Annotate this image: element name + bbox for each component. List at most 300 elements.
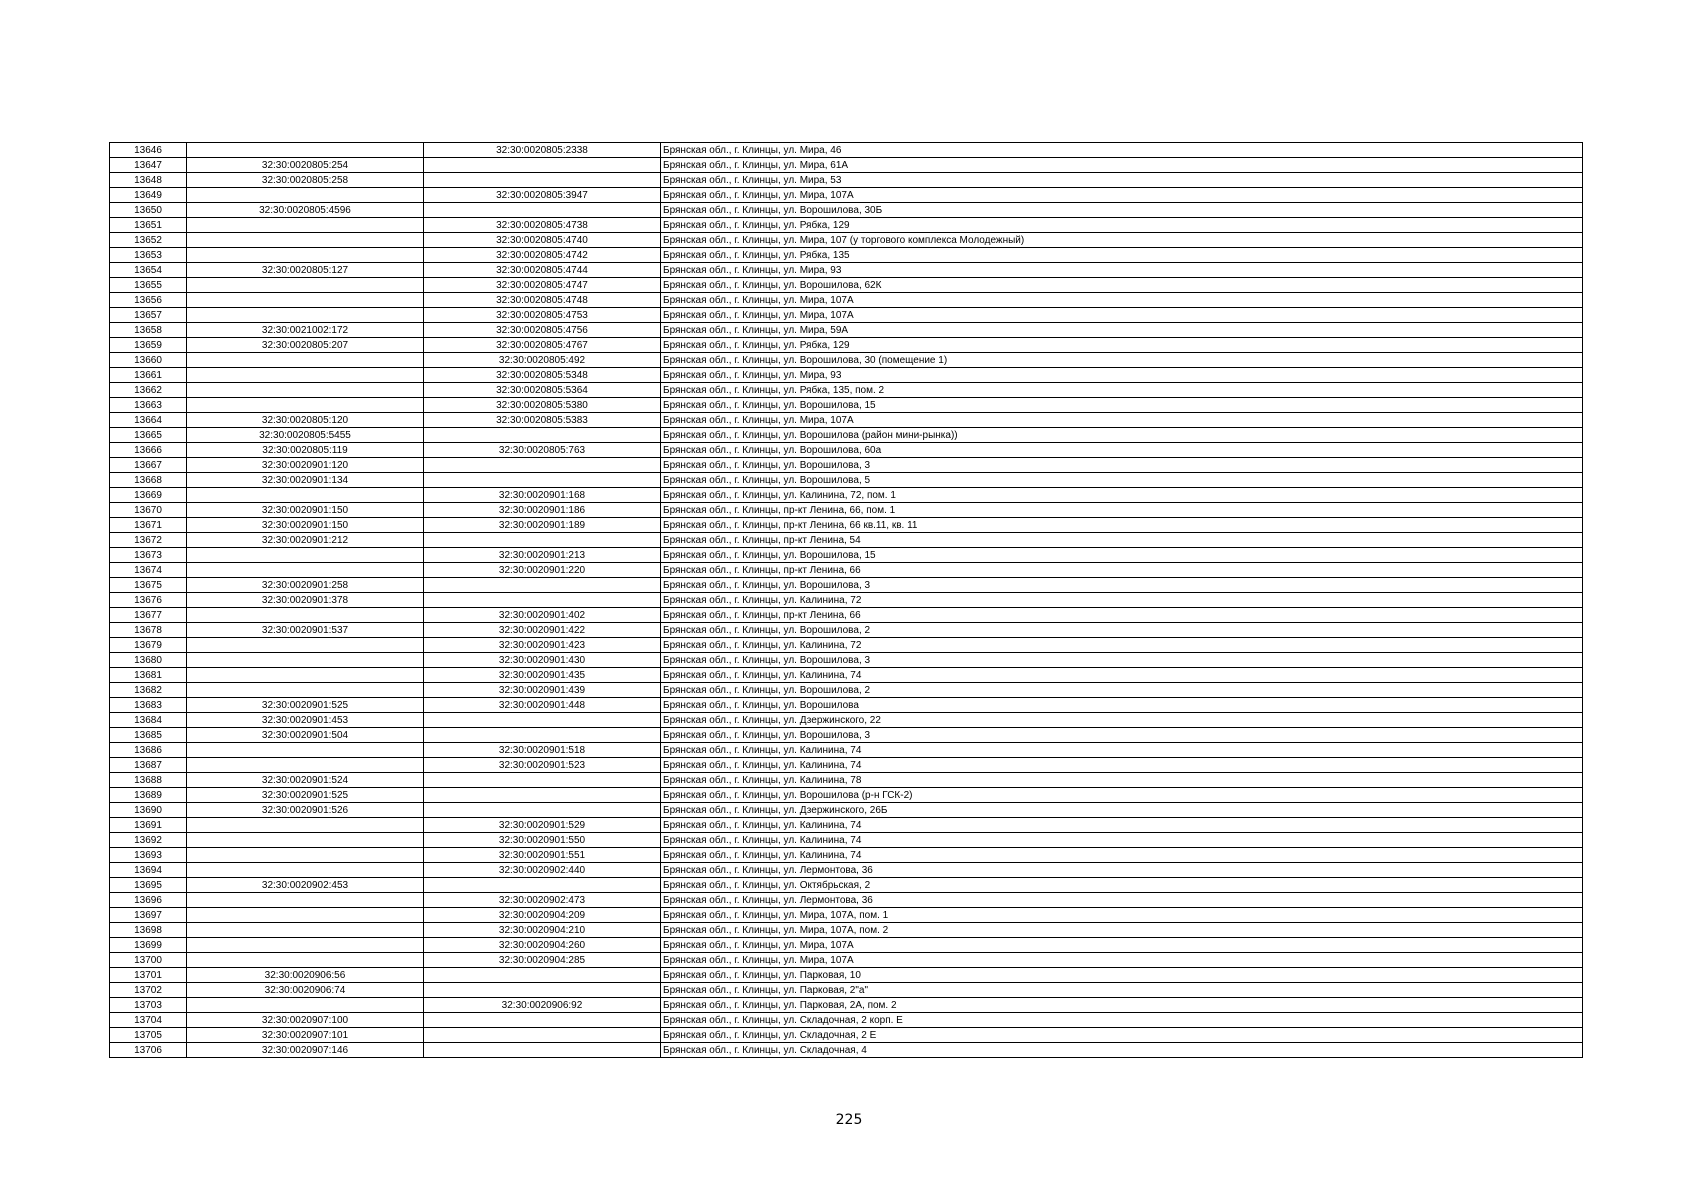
- cadastral-number-2-cell: 32:30:0020904:260: [424, 938, 661, 953]
- address-cell: Брянская обл., г. Клинцы, ул. Парковая, 2"а": [661, 983, 1583, 998]
- row-number-cell: 13655: [110, 278, 187, 293]
- table-row: [110, 743, 1583, 758]
- cadastral-number-2-cell: 32:30:0020805:4742: [424, 248, 661, 263]
- table-row: [110, 203, 1583, 218]
- cadastral-number-1-cell: 32:30:0020805:258: [187, 173, 424, 188]
- address-cell: Брянская обл., г. Клинцы, ул. Дзержинского, 26Б: [661, 803, 1583, 818]
- cadastral-number-2-cell: 32:30:0020805:4753: [424, 308, 661, 323]
- row-number-cell: 13702: [110, 983, 187, 998]
- table-row: [110, 158, 1583, 173]
- cadastral-number-1-cell: 32:30:0020901:537: [187, 623, 424, 638]
- row-number-cell: 13657: [110, 308, 187, 323]
- row-number-cell: 13698: [110, 923, 187, 938]
- row-number-cell: 13668: [110, 473, 187, 488]
- cadastral-number-1-cell: 32:30:0020805:207: [187, 338, 424, 353]
- table-row: [110, 893, 1583, 908]
- row-number-cell: 13704: [110, 1013, 187, 1028]
- table-row: [110, 1028, 1583, 1043]
- table-row: [110, 968, 1583, 983]
- row-number-cell: 13674: [110, 563, 187, 578]
- table-row: [110, 773, 1583, 788]
- address-cell: Брянская обл., г. Клинцы, ул. Мира, 107А: [661, 293, 1583, 308]
- address-cell: Брянская обл., г. Клинцы, ул. Мира, 46: [661, 143, 1583, 158]
- cadastral-number-2-cell: 32:30:0020805:4767: [424, 338, 661, 353]
- table-row: [110, 563, 1583, 578]
- address-cell: Брянская обл., г. Клинцы, ул. Октябрьская, 2: [661, 878, 1583, 893]
- address-cell: Брянская обл., г. Клинцы, ул. Парковая, 2А, пом. 2: [661, 998, 1583, 1013]
- table-row: [110, 323, 1583, 338]
- address-cell: Брянская обл., г. Клинцы, ул. Ворошилова, 3: [661, 728, 1583, 743]
- address-cell: Брянская обл., г. Клинцы, ул. Ворошилова, 2: [661, 623, 1583, 638]
- table-row: [110, 833, 1583, 848]
- row-number-cell: 13670: [110, 503, 187, 518]
- address-cell: Брянская обл., г. Клинцы, ул. Мира, 61А: [661, 158, 1583, 173]
- row-number-cell: 13682: [110, 683, 187, 698]
- address-cell: Брянская обл., г. Клинцы, ул. Мира, 107А: [661, 938, 1583, 953]
- cadastral-number-1-cell: 32:30:0020901:134: [187, 473, 424, 488]
- cadastral-number-2-cell: [424, 788, 661, 803]
- cadastral-number-2-cell: 32:30:0020901:430: [424, 653, 661, 668]
- table-row: [110, 953, 1583, 968]
- row-number-cell: 13660: [110, 353, 187, 368]
- address-cell: Брянская обл., г. Клинцы, ул. Мира, 107А: [661, 953, 1583, 968]
- address-cell: Брянская обл., г. Клинцы, ул. Парковая, 10: [661, 968, 1583, 983]
- row-number-cell: 13676: [110, 593, 187, 608]
- row-number-cell: 13685: [110, 728, 187, 743]
- row-number-cell: 13659: [110, 338, 187, 353]
- cadastral-number-2-cell: 32:30:0020805:5383: [424, 413, 661, 428]
- cadastral-number-2-cell: [424, 578, 661, 593]
- address-cell: Брянская обл., г. Клинцы, ул. Ворошилова, 30 (помещение 1): [661, 353, 1583, 368]
- cadastral-number-1-cell: [187, 278, 424, 293]
- row-number-cell: 13671: [110, 518, 187, 533]
- row-number-cell: 13688: [110, 773, 187, 788]
- address-cell: Брянская обл., г. Клинцы, ул. Дзержинского, 22: [661, 713, 1583, 728]
- cadastral-number-1-cell: 32:30:0020902:453: [187, 878, 424, 893]
- table-row: [110, 473, 1583, 488]
- table-row: [110, 338, 1583, 353]
- table-row: [110, 458, 1583, 473]
- row-number-cell: 13661: [110, 368, 187, 383]
- row-number-cell: 13692: [110, 833, 187, 848]
- cadastral-number-1-cell: 32:30:0020805:4596: [187, 203, 424, 218]
- row-number-cell: 13662: [110, 383, 187, 398]
- table-row: [110, 488, 1583, 503]
- table-row: [110, 908, 1583, 923]
- table-row: [110, 428, 1583, 443]
- cadastral-number-1-cell: 32:30:0020907:100: [187, 1013, 424, 1028]
- cadastral-number-1-cell: 32:30:0020901:150: [187, 518, 424, 533]
- table-row: [110, 593, 1583, 608]
- table-row: [110, 998, 1583, 1013]
- address-cell: Брянская обл., г. Клинцы, ул. Калинина, 74: [661, 848, 1583, 863]
- table-row: [110, 623, 1583, 638]
- address-cell: Брянская обл., г. Клинцы, ул. Мира, 59А: [661, 323, 1583, 338]
- cadastral-number-1-cell: 32:30:0020907:101: [187, 1028, 424, 1043]
- cadastral-number-1-cell: 32:30:0020901:150: [187, 503, 424, 518]
- table-row: [110, 848, 1583, 863]
- row-number-cell: 13654: [110, 263, 187, 278]
- row-number-cell: 13684: [110, 713, 187, 728]
- cadastral-number-1-cell: [187, 743, 424, 758]
- address-cell: Брянская обл., г. Клинцы, ул. Ворошилова, 2: [661, 683, 1583, 698]
- row-number-cell: 13656: [110, 293, 187, 308]
- table-row: [110, 653, 1583, 668]
- table-row: [110, 878, 1583, 893]
- table-row: [110, 548, 1583, 563]
- cadastral-number-1-cell: 32:30:0020805:254: [187, 158, 424, 173]
- table-row: [110, 533, 1583, 548]
- cadastral-number-2-cell: [424, 593, 661, 608]
- address-cell: Брянская обл., г. Клинцы, ул. Калинина, 72: [661, 593, 1583, 608]
- address-cell: Брянская обл., г. Клинцы, пр-кт Ленина, 54: [661, 533, 1583, 548]
- row-number-cell: 13672: [110, 533, 187, 548]
- table-row: [110, 713, 1583, 728]
- row-number-cell: 13679: [110, 638, 187, 653]
- cadastral-number-2-cell: 32:30:0020901:168: [424, 488, 661, 503]
- cadastral-number-2-cell: 32:30:0020901:439: [424, 683, 661, 698]
- address-cell: Брянская обл., г. Клинцы, ул. Рябка, 129: [661, 338, 1583, 353]
- cadastral-number-2-cell: 32:30:0020901:189: [424, 518, 661, 533]
- cadastral-number-2-cell: 32:30:0020805:5348: [424, 368, 661, 383]
- row-number-cell: 13701: [110, 968, 187, 983]
- address-cell: Брянская обл., г. Клинцы, пр-кт Ленина, 66: [661, 608, 1583, 623]
- cadastral-number-2-cell: [424, 473, 661, 488]
- row-number-cell: 13694: [110, 863, 187, 878]
- row-number-cell: 13680: [110, 653, 187, 668]
- row-number-cell: 13687: [110, 758, 187, 773]
- cadastral-number-2-cell: 32:30:0020805:4738: [424, 218, 661, 233]
- cadastral-number-1-cell: [187, 218, 424, 233]
- row-number-cell: 13649: [110, 188, 187, 203]
- table-row: [110, 728, 1583, 743]
- table-row: [110, 308, 1583, 323]
- cadastral-number-2-cell: 32:30:0020901:518: [424, 743, 661, 758]
- cadastral-number-1-cell: [187, 353, 424, 368]
- table-row: [110, 218, 1583, 233]
- cadastral-number-2-cell: [424, 713, 661, 728]
- address-cell: Брянская обл., г. Клинцы, ул. Калинина, 74: [661, 668, 1583, 683]
- cadastral-number-1-cell: [187, 938, 424, 953]
- row-number-cell: 13667: [110, 458, 187, 473]
- address-cell: Брянская обл., г. Клинцы, ул. Калинина, 74: [661, 743, 1583, 758]
- address-cell: Брянская обл., г. Клинцы, ул. Мира, 107 (у торгового комплекса Молодежный): [661, 233, 1583, 248]
- cadastral-number-2-cell: 32:30:0020901:213: [424, 548, 661, 563]
- cadastral-number-1-cell: [187, 638, 424, 653]
- cadastral-number-1-cell: 32:30:0020906:74: [187, 983, 424, 998]
- cadastral-number-2-cell: 32:30:0020901:523: [424, 758, 661, 773]
- table-row: [110, 938, 1583, 953]
- cadastral-number-2-cell: 32:30:0020805:2338: [424, 143, 661, 158]
- cadastral-number-2-cell: 32:30:0020904:209: [424, 908, 661, 923]
- cadastral-number-1-cell: [187, 188, 424, 203]
- cadastral-number-2-cell: 32:30:0020904:285: [424, 953, 661, 968]
- cadastral-number-1-cell: [187, 893, 424, 908]
- cadastral-number-1-cell: [187, 923, 424, 938]
- table-body: [110, 143, 1583, 1058]
- address-cell: Брянская обл., г. Клинцы, ул. Ворошилова, 3: [661, 653, 1583, 668]
- cadastral-number-2-cell: [424, 458, 661, 473]
- row-number-cell: 13700: [110, 953, 187, 968]
- table-row: [110, 503, 1583, 518]
- table-row: [110, 1013, 1583, 1028]
- row-number-cell: 13691: [110, 818, 187, 833]
- row-number-cell: 13706: [110, 1043, 187, 1058]
- cadastral-number-2-cell: [424, 773, 661, 788]
- cadastral-number-2-cell: 32:30:0020901:423: [424, 638, 661, 653]
- cadastral-number-2-cell: [424, 428, 661, 443]
- address-cell: Брянская обл., г. Клинцы, ул. Ворошилова, 15: [661, 548, 1583, 563]
- cadastral-number-2-cell: 32:30:0020901:529: [424, 818, 661, 833]
- cadastral-number-1-cell: [187, 863, 424, 878]
- cadastral-number-1-cell: [187, 548, 424, 563]
- row-number-cell: 13653: [110, 248, 187, 263]
- cadastral-number-1-cell: 32:30:0020901:526: [187, 803, 424, 818]
- cadastral-number-2-cell: [424, 533, 661, 548]
- table-row: [110, 233, 1583, 248]
- row-number-cell: 13677: [110, 608, 187, 623]
- address-cell: Брянская обл., г. Клинцы, пр-кт Ленина, 66, пом. 1: [661, 503, 1583, 518]
- row-number-cell: 13678: [110, 623, 187, 638]
- table-row: [110, 608, 1583, 623]
- address-cell: Брянская обл., г. Клинцы, пр-кт Ленина, 66 кв.11, кв. 11: [661, 518, 1583, 533]
- row-number-cell: 13690: [110, 803, 187, 818]
- address-cell: Брянская обл., г. Клинцы, ул. Ворошилова, 3: [661, 578, 1583, 593]
- cadastral-number-1-cell: [187, 248, 424, 263]
- table-row: [110, 818, 1583, 833]
- address-cell: Брянская обл., г. Клинцы, ул. Ворошилова, 5: [661, 473, 1583, 488]
- cadastral-number-2-cell: 32:30:0020901:220: [424, 563, 661, 578]
- row-number-cell: 13664: [110, 413, 187, 428]
- cadastral-number-2-cell: 32:30:0020805:4744: [424, 263, 661, 278]
- cadastral-number-2-cell: 32:30:0020901:402: [424, 608, 661, 623]
- table-row: [110, 863, 1583, 878]
- cadastral-number-1-cell: [187, 608, 424, 623]
- table-row: [110, 248, 1583, 263]
- address-cell: Брянская обл., г. Клинцы, ул. Ворошилова, 3: [661, 458, 1583, 473]
- row-number-cell: 13669: [110, 488, 187, 503]
- cadastral-number-2-cell: 32:30:0020805:3947: [424, 188, 661, 203]
- address-cell: Брянская обл., г. Клинцы, ул. Калинина, 78: [661, 773, 1583, 788]
- row-number-cell: 13683: [110, 698, 187, 713]
- cadastral-number-1-cell: 32:30:0020805:127: [187, 263, 424, 278]
- cadastral-number-2-cell: [424, 158, 661, 173]
- cadastral-number-2-cell: [424, 803, 661, 818]
- cadastral-number-1-cell: [187, 398, 424, 413]
- table-row: [110, 923, 1583, 938]
- cadastral-number-2-cell: [424, 878, 661, 893]
- cadastral-number-1-cell: [187, 908, 424, 923]
- row-number-cell: 13703: [110, 998, 187, 1013]
- cadastral-number-1-cell: 32:30:0020805:119: [187, 443, 424, 458]
- cadastral-number-2-cell: [424, 203, 661, 218]
- address-cell: Брянская обл., г. Клинцы, ул. Мира, 107А: [661, 308, 1583, 323]
- cadastral-number-1-cell: [187, 563, 424, 578]
- cadastral-number-1-cell: 32:30:0020901:378: [187, 593, 424, 608]
- cadastral-number-2-cell: 32:30:0020906:92: [424, 998, 661, 1013]
- cadastral-number-2-cell: [424, 728, 661, 743]
- address-cell: Брянская обл., г. Клинцы, ул. Калинина, 74: [661, 833, 1583, 848]
- cadastral-number-2-cell: [424, 1028, 661, 1043]
- cadastral-number-1-cell: [187, 383, 424, 398]
- table-row: [110, 803, 1583, 818]
- row-number-cell: 13673: [110, 548, 187, 563]
- cadastral-number-1-cell: 32:30:0020901:453: [187, 713, 424, 728]
- address-cell: Брянская обл., г. Клинцы, ул. Рябка, 135: [661, 248, 1583, 263]
- address-cell: Брянская обл., г. Клинцы, ул. Рябка, 135, пом. 2: [661, 383, 1583, 398]
- cadastral-number-2-cell: 32:30:0020805:763: [424, 443, 661, 458]
- cadastral-number-2-cell: 32:30:0020902:440: [424, 863, 661, 878]
- row-number-cell: 13658: [110, 323, 187, 338]
- row-number-cell: 13652: [110, 233, 187, 248]
- address-cell: Брянская обл., г. Клинцы, пр-кт Ленина, 66: [661, 563, 1583, 578]
- row-number-cell: 13665: [110, 428, 187, 443]
- cadastral-number-1-cell: 32:30:0020805:5455: [187, 428, 424, 443]
- table-row: [110, 398, 1583, 413]
- address-cell: Брянская обл., г. Клинцы, ул. Калинина, 74: [661, 818, 1583, 833]
- address-cell: Брянская обл., г. Клинцы, ул. Калинина, 72: [661, 638, 1583, 653]
- address-cell: Брянская обл., г. Клинцы, ул. Калинина, 72, пом. 1: [661, 488, 1583, 503]
- address-cell: Брянская обл., г. Клинцы, ул. Мира, 107А, пом. 2: [661, 923, 1583, 938]
- cadastral-number-2-cell: 32:30:0020805:5364: [424, 383, 661, 398]
- table-row: [110, 143, 1583, 158]
- table-row: [110, 668, 1583, 683]
- cadastral-number-1-cell: [187, 758, 424, 773]
- address-cell: Брянская обл., г. Клинцы, ул. Ворошилова, 15: [661, 398, 1583, 413]
- cadastral-number-2-cell: 32:30:0020902:473: [424, 893, 661, 908]
- cadastral-number-1-cell: 32:30:0020901:525: [187, 698, 424, 713]
- table-row: [110, 578, 1583, 593]
- row-number-cell: 13675: [110, 578, 187, 593]
- row-number-cell: 13648: [110, 173, 187, 188]
- cadastral-number-2-cell: 32:30:0020901:550: [424, 833, 661, 848]
- cadastral-number-1-cell: 32:30:0021002:172: [187, 323, 424, 338]
- row-number-cell: 13689: [110, 788, 187, 803]
- cadastral-number-1-cell: [187, 293, 424, 308]
- table-row: [110, 278, 1583, 293]
- cadastral-number-1-cell: [187, 488, 424, 503]
- cadastral-number-1-cell: [187, 668, 424, 683]
- address-cell: Брянская обл., г. Клинцы, ул. Складочная, 2 Е: [661, 1028, 1583, 1043]
- address-cell: Брянская обл., г. Клинцы, ул. Калинина, 74: [661, 758, 1583, 773]
- address-cell: Брянская обл., г. Клинцы, ул. Мира, 93: [661, 368, 1583, 383]
- table-row: [110, 683, 1583, 698]
- table-row: [110, 353, 1583, 368]
- address-cell: Брянская обл., г. Клинцы, ул. Ворошилова, 62К: [661, 278, 1583, 293]
- cadastral-number-1-cell: [187, 683, 424, 698]
- cadastral-number-1-cell: [187, 233, 424, 248]
- row-number-cell: 13696: [110, 893, 187, 908]
- cadastral-number-1-cell: [187, 848, 424, 863]
- row-number-cell: 13646: [110, 143, 187, 158]
- row-number-cell: 13697: [110, 908, 187, 923]
- address-cell: Брянская обл., г. Клинцы, ул. Ворошилова: [661, 698, 1583, 713]
- address-cell: Брянская обл., г. Клинцы, ул. Складочная, 2 корп. Е: [661, 1013, 1583, 1028]
- cadastral-number-1-cell: [187, 818, 424, 833]
- cadastral-number-2-cell: [424, 173, 661, 188]
- cadastral-number-2-cell: 32:30:0020805:5380: [424, 398, 661, 413]
- cadastral-number-1-cell: 32:30:0020901:524: [187, 773, 424, 788]
- address-cell: Брянская обл., г. Клинцы, ул. Мира, 93: [661, 263, 1583, 278]
- table-row: [110, 1043, 1583, 1058]
- table-row: [110, 983, 1583, 998]
- row-number-cell: 13681: [110, 668, 187, 683]
- cadastral-number-2-cell: 32:30:0020805:492: [424, 353, 661, 368]
- row-number-cell: 13650: [110, 203, 187, 218]
- cadastral-number-2-cell: 32:30:0020805:4747: [424, 278, 661, 293]
- cadastral-number-2-cell: 32:30:0020901:448: [424, 698, 661, 713]
- table-row: [110, 173, 1583, 188]
- cadastral-number-2-cell: [424, 968, 661, 983]
- address-cell: Брянская обл., г. Клинцы, ул. Ворошилова, 30Б: [661, 203, 1583, 218]
- address-cell: Брянская обл., г. Клинцы, ул. Ворошилова, 60а: [661, 443, 1583, 458]
- table-row: [110, 638, 1583, 653]
- cadastral-number-1-cell: [187, 143, 424, 158]
- row-number-cell: 13699: [110, 938, 187, 953]
- document-table-container: [109, 142, 1583, 1058]
- row-number-cell: 13666: [110, 443, 187, 458]
- cadastral-number-2-cell: [424, 1043, 661, 1058]
- address-cell: Брянская обл., г. Клинцы, ул. Мира, 53: [661, 173, 1583, 188]
- cadastral-number-1-cell: 32:30:0020906:56: [187, 968, 424, 983]
- page-number: 225: [835, 1112, 863, 1128]
- address-cell: Брянская обл., г. Клинцы, ул. Ворошилова (р-н ГСК-2): [661, 788, 1583, 803]
- cadastral-number-1-cell: [187, 953, 424, 968]
- table-row: [110, 263, 1583, 278]
- table-row: [110, 758, 1583, 773]
- cadastral-number-2-cell: 32:30:0020901:422: [424, 623, 661, 638]
- address-cell: Брянская обл., г. Клинцы, ул. Лермонтова, 36: [661, 893, 1583, 908]
- address-cell: Брянская обл., г. Клинцы, ул. Мира, 107А, пом. 1: [661, 908, 1583, 923]
- address-cell: Брянская обл., г. Клинцы, ул. Складочная, 4: [661, 1043, 1583, 1058]
- cadastral-number-2-cell: 32:30:0020805:4748: [424, 293, 661, 308]
- row-number-cell: 13693: [110, 848, 187, 863]
- table-row: [110, 293, 1583, 308]
- cadastral-number-2-cell: 32:30:0020805:4740: [424, 233, 661, 248]
- cadastral-number-1-cell: [187, 308, 424, 323]
- cadastral-number-1-cell: 32:30:0020901:120: [187, 458, 424, 473]
- cadastral-number-2-cell: [424, 983, 661, 998]
- row-number-cell: 13647: [110, 158, 187, 173]
- cadastral-number-1-cell: 32:30:0020901:525: [187, 788, 424, 803]
- table-row: [110, 368, 1583, 383]
- cadastral-number-2-cell: [424, 1013, 661, 1028]
- cadastral-number-2-cell: 32:30:0020901:551: [424, 848, 661, 863]
- row-number-cell: 13686: [110, 743, 187, 758]
- table-row: [110, 443, 1583, 458]
- table-row: [110, 413, 1583, 428]
- address-cell: Брянская обл., г. Клинцы, ул. Рябка, 129: [661, 218, 1583, 233]
- table-row: [110, 188, 1583, 203]
- cadastral-number-1-cell: 32:30:0020907:146: [187, 1043, 424, 1058]
- cadastral-number-1-cell: [187, 998, 424, 1013]
- table-row: [110, 383, 1583, 398]
- cadastral-number-2-cell: 32:30:0020901:186: [424, 503, 661, 518]
- table-row: [110, 698, 1583, 713]
- row-number-cell: 13695: [110, 878, 187, 893]
- table-row: [110, 518, 1583, 533]
- cadastral-number-2-cell: 32:30:0020904:210: [424, 923, 661, 938]
- cadastral-number-1-cell: 32:30:0020901:258: [187, 578, 424, 593]
- address-cell: Брянская обл., г. Клинцы, ул. Мира, 107А: [661, 188, 1583, 203]
- row-number-cell: 13663: [110, 398, 187, 413]
- row-number-cell: 13705: [110, 1028, 187, 1043]
- cadastral-number-1-cell: 32:30:0020901:504: [187, 728, 424, 743]
- row-number-cell: 13651: [110, 218, 187, 233]
- cadastral-number-1-cell: 32:30:0020805:120: [187, 413, 424, 428]
- address-cell: Брянская обл., г. Клинцы, ул. Лермонтова, 36: [661, 863, 1583, 878]
- cadastral-number-2-cell: 32:30:0020901:435: [424, 668, 661, 683]
